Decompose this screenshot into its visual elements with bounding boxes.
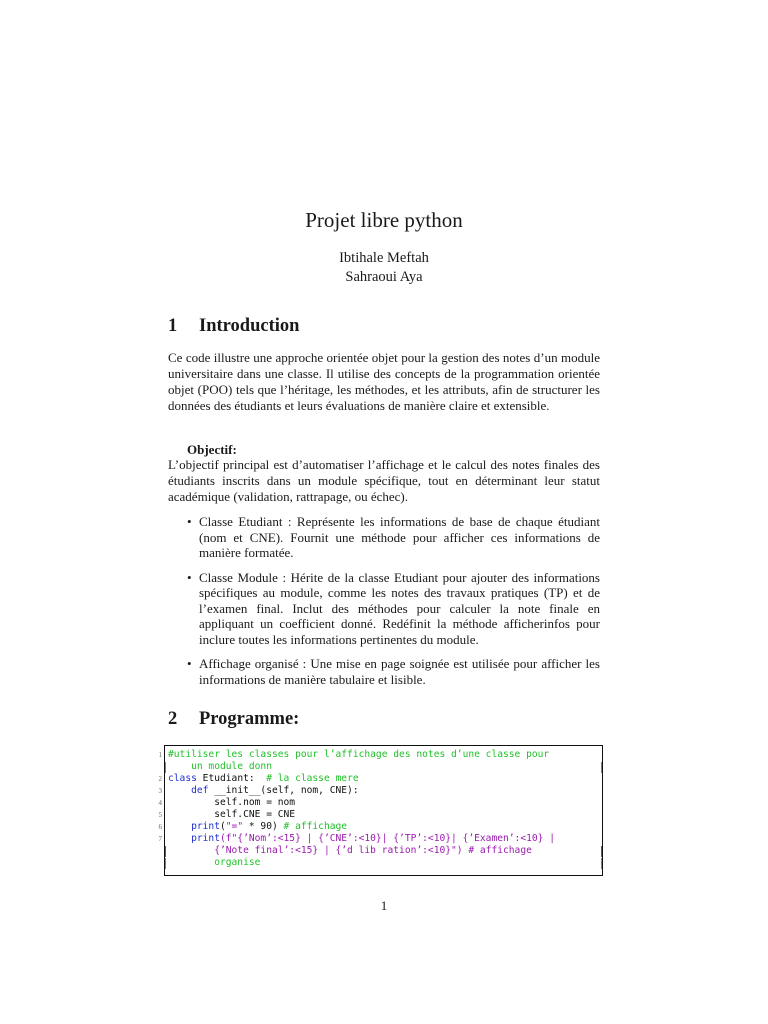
line-number: 4 [158,799,162,807]
code-keyword: print [168,833,220,844]
wrap-marker-left [165,762,166,773]
wrap-marker-right [601,762,602,773]
list-item [168,656,600,687]
section-number: 2 [168,709,178,729]
code-line [168,785,359,797]
list-item-text: Classe Etudiant : Représente les informations de base de chaque étudiant (nom et CNE). Fournit une méthode pour afficher ces informations de manière formatée. [199,514,600,560]
code-line [168,773,359,785]
list-item-text: Classe Module : Hérite de la classe Etudiant pour ajouter des informations spécifiques au module, comme les notes des travaux pratiques (TP) et de l’examen final. Inclut des méthodes pour calculer la note finale en appliquant un coefficient donné. Redéfinit la méthode afficherinfos pour inclure toutes les informations pertinentes du module. [199,569,600,647]
wrap-marker-right [601,858,602,869]
line-number: 6 [158,823,162,831]
document-title: Projet libre python [305,208,463,232]
bullet-icon: • [187,569,192,585]
intro-paragraph: Ce code illustre une approche orientée objet pour la gestion des notes d’un module universitaire dans une classe. Il utilise des concepts de la programmation orientée objet (POO) tels que l’héritage, les méthodes, et les attributs, afin de structurer les données des étudiants et leurs évaluations de manière claire et extensible. [168,350,600,413]
bullet-icon: • [187,514,192,529]
code-text: Etudiant: [196,773,267,784]
code-line: #utiliser les classes pour l’affichage des notes d’une classe pour [168,749,550,760]
code-string: (f"{’Nom’:<15} | {’CNE’:<10}| {’TP’:<10}| {’Examen’:<10} | [219,833,555,844]
section-title: Programme: [199,709,300,729]
list-item [168,514,600,561]
section-title: Introduction [199,316,300,336]
code-line-wrap: un module donn [168,761,272,772]
code-comment: # affichage [283,821,348,832]
code-keyword: class [168,773,197,784]
wrap-marker-right [601,846,602,857]
line-number: 2 [158,775,162,783]
section-heading-introduction [168,316,299,337]
objective-label: Objectif: [187,442,237,457]
code-line [168,833,555,845]
code-keyword: def [168,785,209,796]
line-number: 3 [158,787,162,795]
code-comment: # la classe mere [266,773,359,784]
wrap-marker-left [165,846,166,857]
code-line [168,821,347,833]
code-string: "=" [225,821,244,832]
line-number: 7 [158,835,162,843]
bullet-list [168,514,600,696]
author-1: Ibtihale Meftah [339,250,429,266]
code-text: * 90) [243,821,284,832]
author-2: Sahraoui Aya [345,269,423,285]
wrap-marker-left [165,858,166,869]
list-item-text: Affichage organisé : Une mise en page soignée est utilisée pour afficher les informations de manière tabulaire et lisible. [199,656,600,687]
bullet-icon: • [187,656,192,671]
page-number: 1 [380,898,388,913]
section-heading-programme [168,709,299,730]
list-item [168,570,600,648]
section-number: 1 [168,316,178,336]
code-line-wrap: organise [168,857,261,868]
objective-paragraph: L’objectif principal est d’automatiser l’affichage et le calcul des notes finales des étudiants inscrits dans un module spécifique, tout en déterminant leur statut académique (validation, rattrapage, ou échec). [168,457,600,504]
code-line-wrap: {’Note final’:<15} | {’d lib ration’:<10}") # affichage [168,845,532,856]
line-number: 5 [158,811,162,819]
code-line: self.nom = nom [168,797,296,808]
code-line: self.CNE = CNE [168,809,296,820]
code-text: ( [219,821,226,832]
line-number: 1 [158,751,162,759]
code-text: __init__(self, nom, CNE): [208,785,359,796]
code-keyword: print [168,821,220,832]
